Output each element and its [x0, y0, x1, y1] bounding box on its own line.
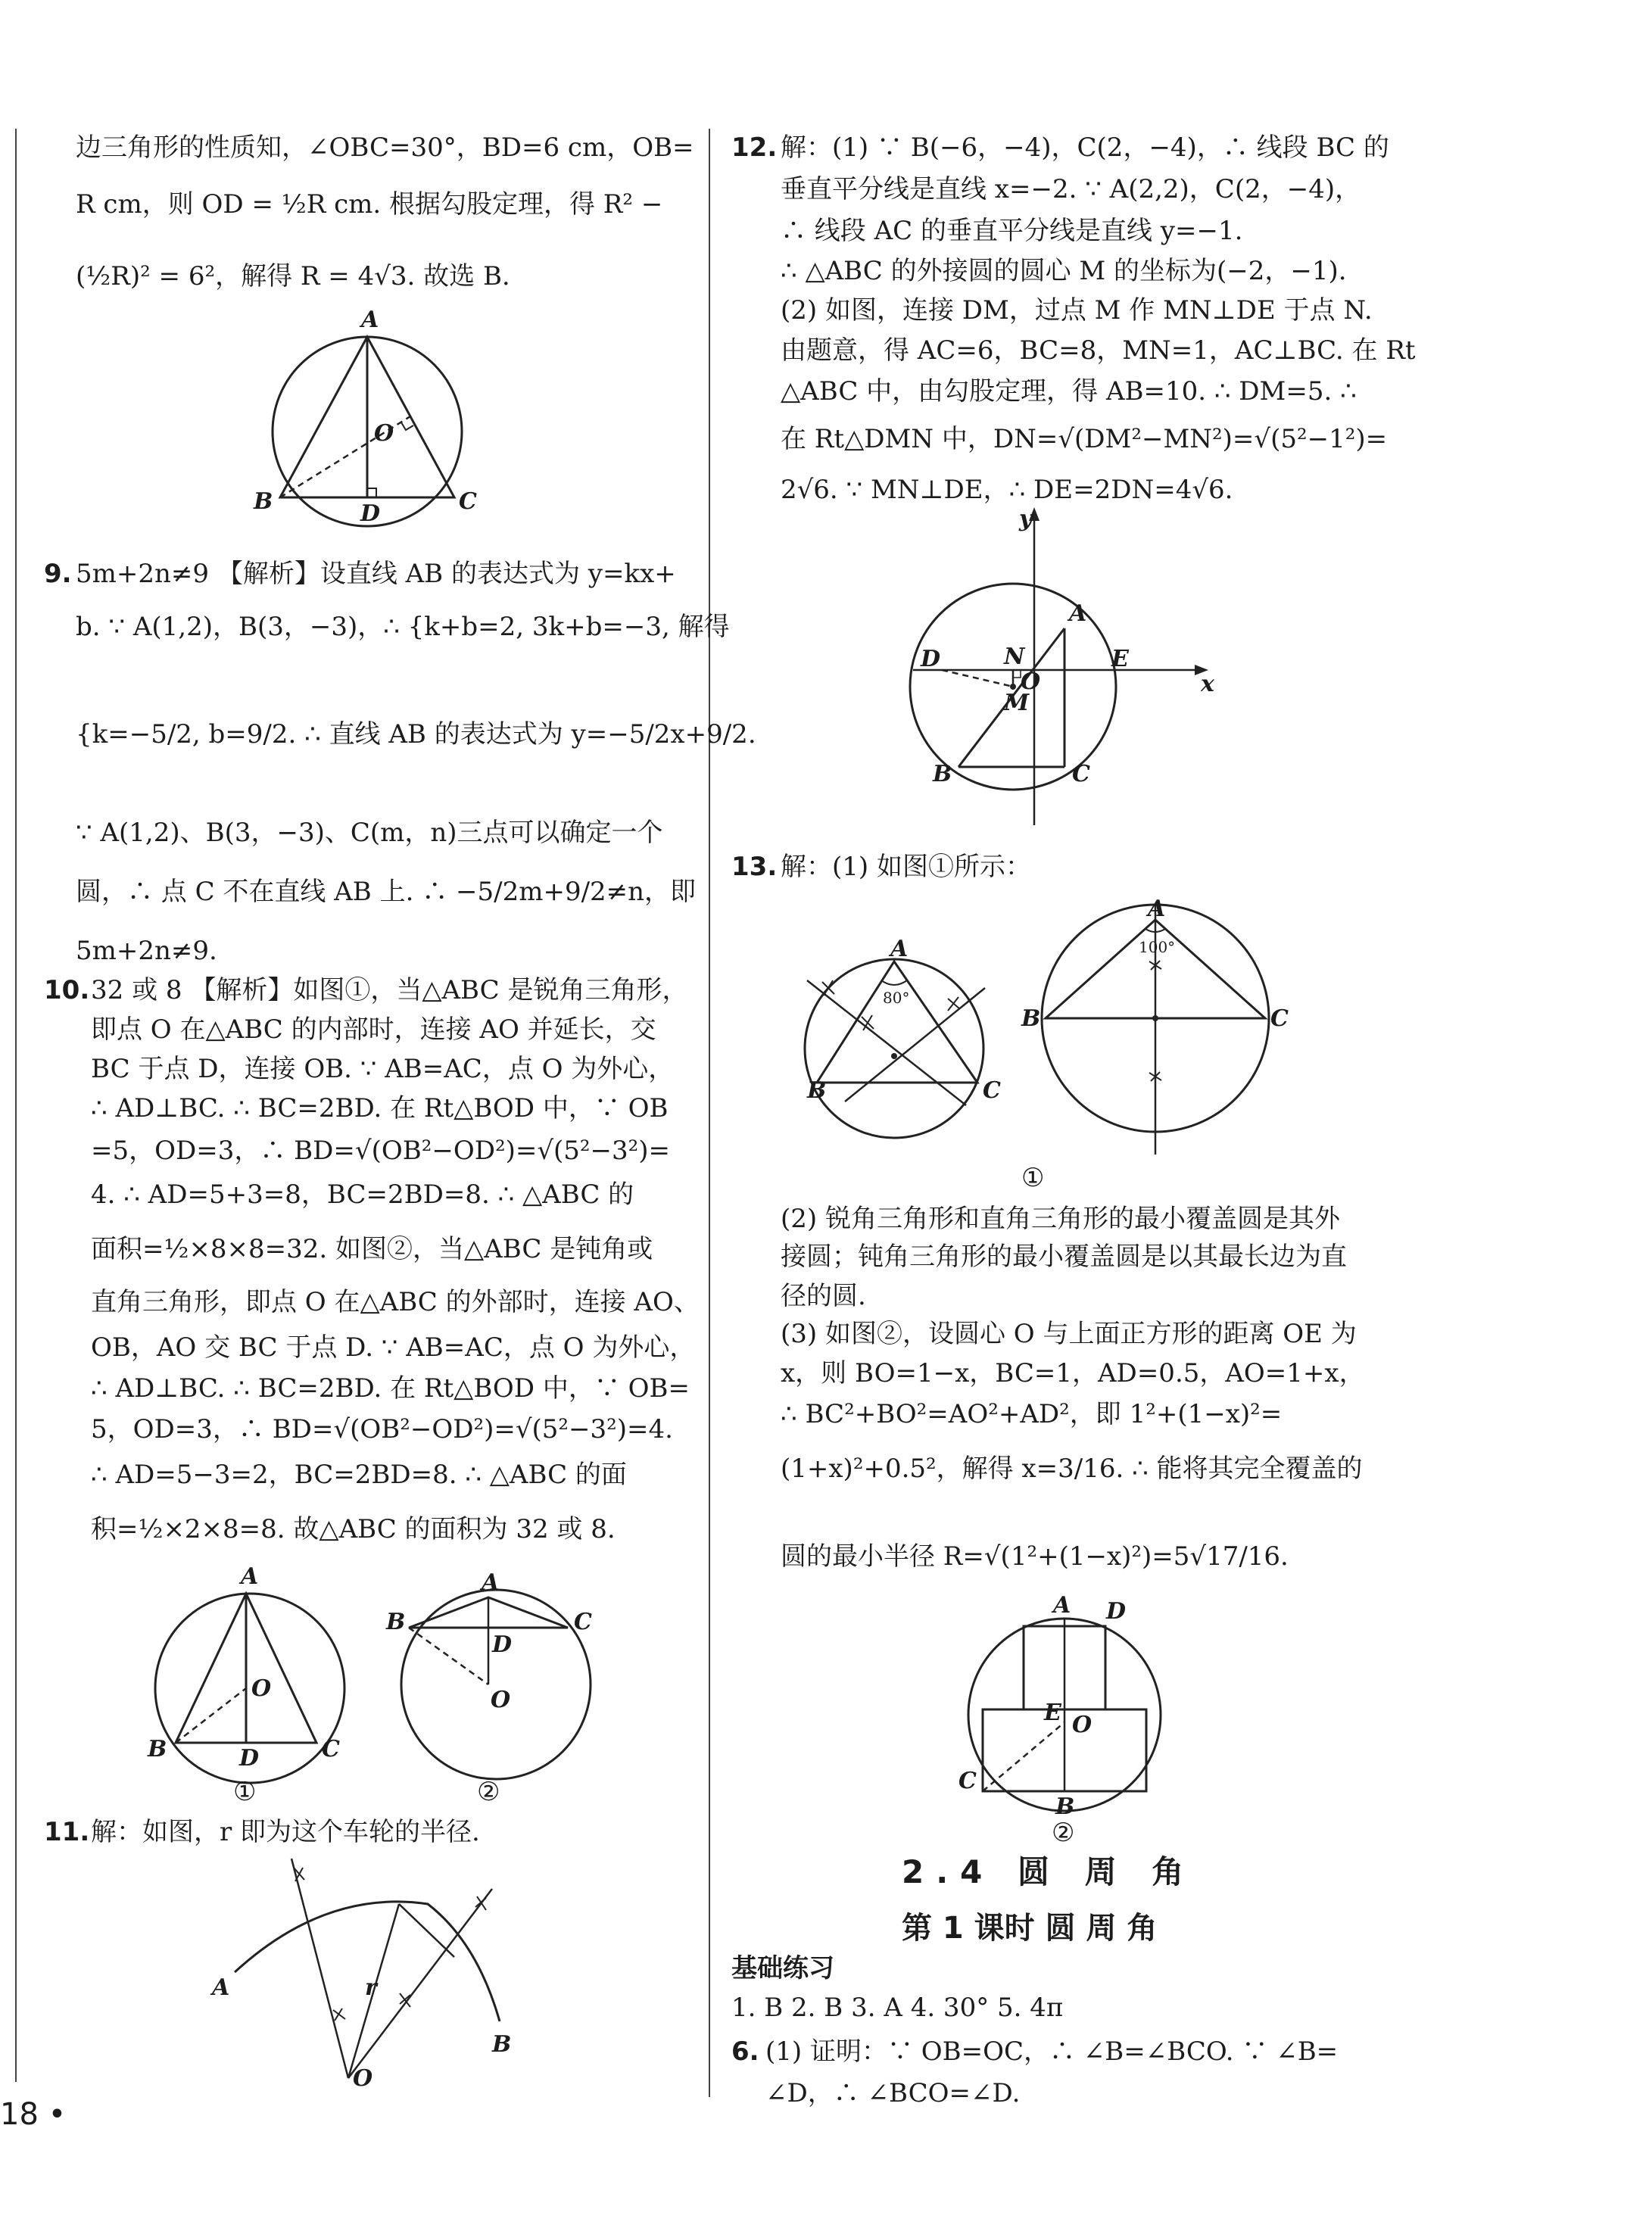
svg-text:C: C — [958, 1768, 977, 1794]
lesson-title: 第 1 课时 圆 周 角 — [902, 1911, 1158, 1946]
q9-line-4: ∵ A(1,2)、B(3，−3)、C(m，n)三点可以确定一个 — [76, 818, 663, 848]
q12-line-6: 由题意，得 AC=6，BC=8，MN=1，AC⊥BC. 在 Rt — [781, 335, 1416, 366]
svg-text:A: A — [1069, 600, 1087, 627]
q11-number: 11. — [44, 1817, 90, 1847]
figure-q12 — [913, 507, 1216, 843]
page-number: 18 • — [0, 2097, 67, 2132]
svg-text:A: A — [890, 936, 909, 962]
svg-text:B: B — [148, 1736, 167, 1762]
q13-line-b3: 径的圆. — [781, 1281, 866, 1311]
q10-line-2: 即点 O 在△ABC 的内部时，连接 AO 并延长，交 — [91, 1014, 656, 1045]
q10-line-4: ∴ AD⊥BC. ∴ BC=2BD. 在 Rt△BOD 中，∵ OB — [91, 1093, 669, 1123]
fig13-2-caption: ② — [1052, 1818, 1075, 1848]
fig13-1-caption: ① — [1021, 1163, 1045, 1193]
svg-text:N: N — [1004, 644, 1025, 670]
q9-line-3: {k=−5/2, b=9/2. ∴ 直线 AB 的表达式为 y=−5/2x+9/2. — [76, 719, 756, 749]
figure-q13-1 — [807, 897, 1337, 1195]
q10-line-6: 4. ∴ AD=5+3=8，BC=2BD=8. ∴ △ABC 的 — [91, 1179, 634, 1210]
svg-text:x: x — [1201, 671, 1214, 697]
svg-text:A: A — [1053, 1592, 1071, 1619]
fig10a-caption: ① — [233, 1777, 257, 1807]
q9-line-2: b. ∵ A(1,2)，B(3，−3)，∴ {k+b=2, 3k+b=−3, 解得 — [76, 612, 730, 642]
q13-line-b1: (2) 锐角三角形和直角三角形的最小覆盖圆是其外 — [781, 1204, 1340, 1234]
q12-line-2: 垂直平分线是直线 x=−2. ∵ A(2,2)，C(2，−4)， — [781, 174, 1361, 204]
svg-text:E: E — [1044, 1700, 1061, 1726]
q13-line-b5: x，则 BO=1−x，BC=1，AD=0.5，AO=1+x， — [781, 1358, 1365, 1388]
svg-text:B: B — [492, 2031, 512, 2058]
fig10a-label-A: A — [241, 1563, 259, 1590]
right-column — [709, 0, 1652, 2225]
q9-line-5: 圆，∴ 点 C 不在直线 AB 上. ∴ −5/2m+9/2≠n，即 — [76, 877, 697, 907]
svg-text:O: O — [1021, 668, 1041, 695]
svg-text:O: O — [491, 1687, 511, 1713]
svg-text:100°: 100° — [1139, 938, 1176, 956]
practice-title: 基础练习 — [731, 1953, 834, 1983]
fig8-label-D: D — [360, 500, 381, 527]
svg-text:C: C — [322, 1736, 340, 1762]
fig8-label-C: C — [459, 488, 477, 515]
cont-line-3: (½R)² = 6²，解得 R = 4√3. 故选 B. — [76, 261, 510, 291]
q10-line-9: OB，AO 交 BC 于点 D. ∵ AB=AC，点 O 为外心， — [91, 1332, 696, 1363]
q6-line-1: (1) 证明：∵ OB=OC，∴ ∠B=∠BCO. ∵ ∠B= — [765, 2036, 1339, 2067]
q6-number: 6. — [731, 2036, 759, 2067]
q10-line-1: 32 或 8 【解析】如图①，当△ABC 是锐角三角形， — [91, 975, 688, 1005]
q12-number: 12. — [731, 132, 778, 163]
q13-line-b8: 圆的最小半径 R=√(1²+(1−x)²)=5√17/16. — [781, 1541, 1289, 1572]
q11-text: 解：如图，r 即为这个车轮的半径. — [91, 1817, 480, 1847]
q13-line-b6: ∴ BC²+BO²=AO²+AD²，即 1²+(1−x)²= — [781, 1399, 1283, 1429]
svg-text:r: r — [365, 1974, 377, 2001]
q10-line-13: 积=½×2×8=8. 故△ABC 的面积为 32 或 8. — [91, 1514, 616, 1544]
q13-line-b4: (3) 如图②，设圆心 O 与上面正方形的距离 OE 为 — [781, 1319, 1357, 1349]
q12-line-4: ∴ △ABC 的外接圆的圆心 M 的坐标为(−2，−1). — [781, 256, 1347, 286]
q13-line-b2: 接圆；钝角三角形的最小覆盖圆是以其最长边为直 — [781, 1242, 1347, 1272]
q6-line-2: ∠D，∴ ∠BCO=∠D. — [765, 2078, 1021, 2108]
q9-line-6: 5m+2n≠9. — [76, 936, 217, 966]
svg-text:C: C — [574, 1609, 592, 1635]
fig8-label-A: A — [361, 307, 379, 333]
figure-q10-1 — [144, 1563, 371, 1812]
svg-text:B: B — [807, 1077, 827, 1104]
svg-text:y: y — [1019, 506, 1033, 532]
svg-text:M: M — [1004, 690, 1030, 716]
q10-line-10: ∴ AD⊥BC. ∴ BC=2BD. 在 Rt△BOD 中，∵ OB= — [91, 1373, 690, 1404]
svg-text:D: D — [1106, 1598, 1127, 1625]
q12-line-9: 2√6. ∵ MN⊥DE，∴ DE=2DN=4√6. — [781, 475, 1233, 505]
cont-line-1: 边三角形的性质知，∠OBC=30°，BD=6 cm，OB= — [76, 132, 694, 163]
q10-line-12: ∴ AD=5−3=2，BC=2BD=8. ∴ △ABC 的面 — [91, 1460, 627, 1490]
svg-text:C: C — [1270, 1005, 1289, 1032]
svg-text:A: A — [1148, 896, 1166, 922]
q13-line-b7: (1+x)²+0.5²，解得 x=3/16. ∴ 能将其完全覆盖的 — [781, 1454, 1363, 1484]
q13-line-a1: 解：(1) 如图①所示： — [781, 852, 1031, 882]
svg-text:B: B — [1055, 1793, 1075, 1820]
q10-line-11: 5，OD=3，∴ BD=√(OB²−OD²)=√(5²−3²)=4. — [91, 1414, 673, 1444]
q9-line-1: 5m+2n≠9 【解析】设直线 AB 的表达式为 y=kx+ — [76, 559, 676, 589]
svg-text:C: C — [983, 1077, 1001, 1104]
q12-line-1: 解：(1) ∵ B(−6，−4)，C(2，−4)，∴ 线段 BC 的 — [781, 132, 1389, 163]
svg-text:B: B — [933, 761, 952, 787]
figure-q13-2 — [958, 1590, 1186, 1848]
cont-line-2: R cm，则 OD = ½R cm. 根据勾股定理，得 R² − — [76, 189, 663, 220]
q9-number: 9. — [44, 559, 72, 589]
section-title: 2.4 圆 周 角 — [902, 1853, 1196, 1890]
q10-line-3: BC 于点 D，连接 OB. ∵ AB=AC，点 O 为外心， — [91, 1054, 675, 1084]
q12-line-7: △ABC 中，由勾股定理，得 AB=10. ∴ DM=5. ∴ — [781, 376, 1357, 407]
q10-line-5: =5，OD=3，∴ BD=√(OB²−OD²)=√(5²−3²)= — [91, 1136, 671, 1166]
svg-text:80°: 80° — [883, 989, 910, 1007]
q10-line-8: 直角三角形，即点 O 在△ABC 的外部时，连接 AO、 — [91, 1287, 700, 1317]
q12-line-3: ∴ 线段 AC 的垂直平分线是直线 y=−1. — [781, 216, 1243, 246]
q10-number: 10. — [44, 975, 90, 1005]
svg-text:D: D — [492, 1631, 513, 1658]
svg-text:D: D — [239, 1745, 260, 1772]
svg-text:O: O — [1072, 1712, 1093, 1738]
q13-number: 13. — [731, 852, 778, 882]
answers-line: 1. B 2. B 3. A 4. 30° 5. 4π — [731, 1993, 1064, 2023]
q12-line-8: 在 Rt△DMN 中，DN=√(DM²−MN²)=√(5²−1²)= — [781, 424, 1388, 454]
svg-text:B: B — [386, 1609, 406, 1635]
fig8-label-B: B — [254, 488, 273, 515]
figure-q11 — [204, 1859, 545, 2092]
svg-text:D: D — [921, 646, 941, 672]
fig10b-caption: ② — [477, 1777, 500, 1807]
fig8-label-O: O — [374, 420, 394, 447]
svg-text:O: O — [251, 1675, 272, 1702]
q12-line-5: (2) 如图，连接 DM，过点 M 作 MN⊥DE 于点 N. — [781, 295, 1373, 326]
svg-text:C: C — [1072, 761, 1090, 787]
svg-text:A: A — [482, 1569, 500, 1596]
figure-q8 — [250, 307, 492, 533]
q10-line-7: 面积=½×8×8=32. 如图②，当△ABC 是钝角或 — [91, 1234, 653, 1264]
svg-text:E: E — [1111, 646, 1129, 672]
svg-text:O: O — [353, 2065, 373, 2092]
svg-text:B: B — [1021, 1005, 1041, 1032]
svg-text:A: A — [212, 1974, 230, 2001]
figure-q10-2 — [386, 1567, 613, 1812]
